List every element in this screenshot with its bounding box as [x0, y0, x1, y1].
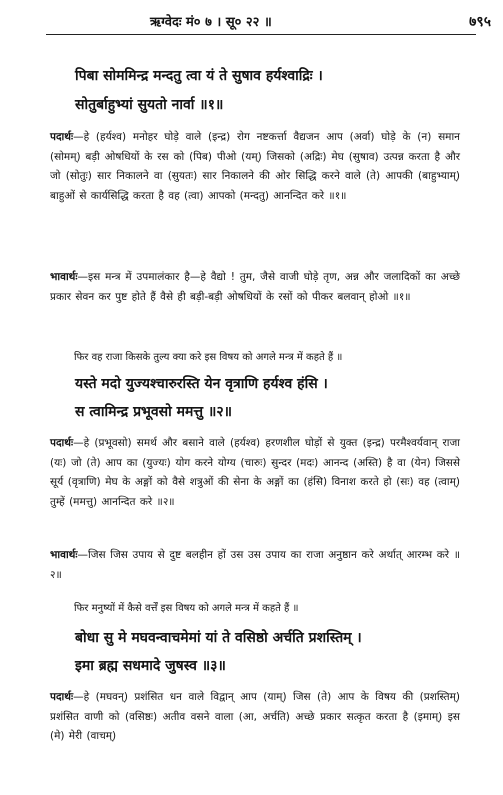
intro-3: फिर मनुष्यों में कैसे वर्त्तें इस विषय को अगले मन्त्र में कहते हैं ॥ — [74, 603, 299, 614]
padartha-1 — [50, 128, 460, 206]
padartha-label: पदार्थः — [50, 437, 74, 449]
header-rule — [46, 34, 476, 35]
mantra-3-line-1: बोधा सु मे मघवन्वाचमेमां यां ते वसिष्ठो अर्चति प्रशस्तिम् । — [75, 630, 362, 646]
running-head: ऋग्वेदः मं० ७ । सू० २२ ॥ — [150, 15, 272, 30]
mantra-2-line-2: स त्वामिन्द्र प्रभूवसो ममत्तु ॥२॥ — [75, 404, 232, 420]
bhavartha-text: —जिस जिस उपाय से दुष्ट बलहीन हों उस उस उपाय का राजा अनुष्ठान करे अर्थात् आरम्भ करे ॥२॥ — [50, 549, 460, 581]
padartha-text: —हे (मघवन्) प्रशंसित धन वाले विद्वान् आप (याम्) जिस (ते) आप के विषय की (प्रशस्तिम्) प्रशंसित वाणी को (वसिष्ठः) अतीव वसने वाला (आ, अर्चति) अच्छे प्रकार सत्कृत करता है (इमाम्) इस (मे) मेरी (वाचम्) — [50, 691, 460, 742]
bhavartha-1 — [50, 268, 460, 307]
bhavartha-label: भावार्थः — [50, 271, 78, 283]
mantra-1-line-1: पिबा सोममिन्द्र मन्दतु त्वा यं ते सुषाव हर्यश्वाद्रिः । — [75, 68, 323, 84]
padartha-label: पदार्थः — [50, 691, 74, 703]
padartha-2 — [50, 434, 460, 512]
padartha-label: पदार्थः — [50, 131, 74, 143]
bhavartha-text: —इस मन्त्र में उपमालंकार है—हे वैद्यो ! तुम, जैसे वाजी घोड़े तृण, अन्न और जलादिकों का अच्छे प्रकार सेवन कर पुष्ट होते हैं वैसे ही बड़ी-बड़ी ओषधियों के रसों को पीकर बलवान् होओ ॥१॥ — [50, 271, 460, 303]
bhavartha-2 — [50, 546, 460, 585]
padartha-3 — [50, 688, 460, 747]
page-number: ७९५ — [469, 14, 491, 30]
mantra-2-line-1: यस्ते मदो युज्यश्चारुरस्ति येन वृत्राणि हर्यश्व हंसि । — [75, 376, 328, 392]
intro-2: फिर वह राजा किसके तुल्य क्या करे इस विषय को अगले मन्त्र में कहते हैं ॥ — [74, 352, 343, 363]
padartha-text: —हे (हर्यश्व) मनोहर घोड़े वाले (इन्द्र) रोग नष्टकर्त्ता वैद्यजन आप (अर्वा) घोड़े के (न) समान (सोमम्) बड़ी ओषधियों के रस को (पिब) पीओ (यम्) जिसको (अद्रिः) मेघ (सुषाव) उत्पन्न करता है और जो (सोतुः) सार निकालने वा (सुयतः) सार निकालने की ओर सिद्धि करने वाले (ते) आपकी (बाहुभ्याम्) बाहुओं से कार्यसिद्धि करता है वह (त्वा) आपको (मन्दतु) आनन्दित करे ॥१॥ — [50, 131, 460, 202]
bhavartha-label: भावार्थः — [50, 549, 78, 561]
mantra-1-line-2: सोतुर्बाहुभ्यां सुयतो नार्वा ॥१॥ — [75, 97, 224, 113]
page-header — [0, 10, 503, 34]
mantra-3-line-2: इमा ब्रह्म सधमादे जुषस्व ॥३॥ — [75, 658, 226, 674]
padartha-text: —हे (प्रभूवसो) समर्थ और बसाने वाले (हर्यश्व) हरणशील घोड़ों से युक्त (इन्द्र) परमैश्वर्यवान् राजा (यः) जो (ते) आप का (युज्यः) योग करने योग्य (चारुः) सुन्दर (मदः) आनन्द (अस्ति) है वा (येन) जिससे सूर्य (वृत्राणि) मेघ के अङ्गों को वैसे शत्रुओं की सेना के अङ्गों का (हंसि) विनाश करते हो (सः) वह (त्वाम्) तुम्हें (ममत्तु) आनन्दित करे ॥२॥ — [50, 437, 460, 508]
